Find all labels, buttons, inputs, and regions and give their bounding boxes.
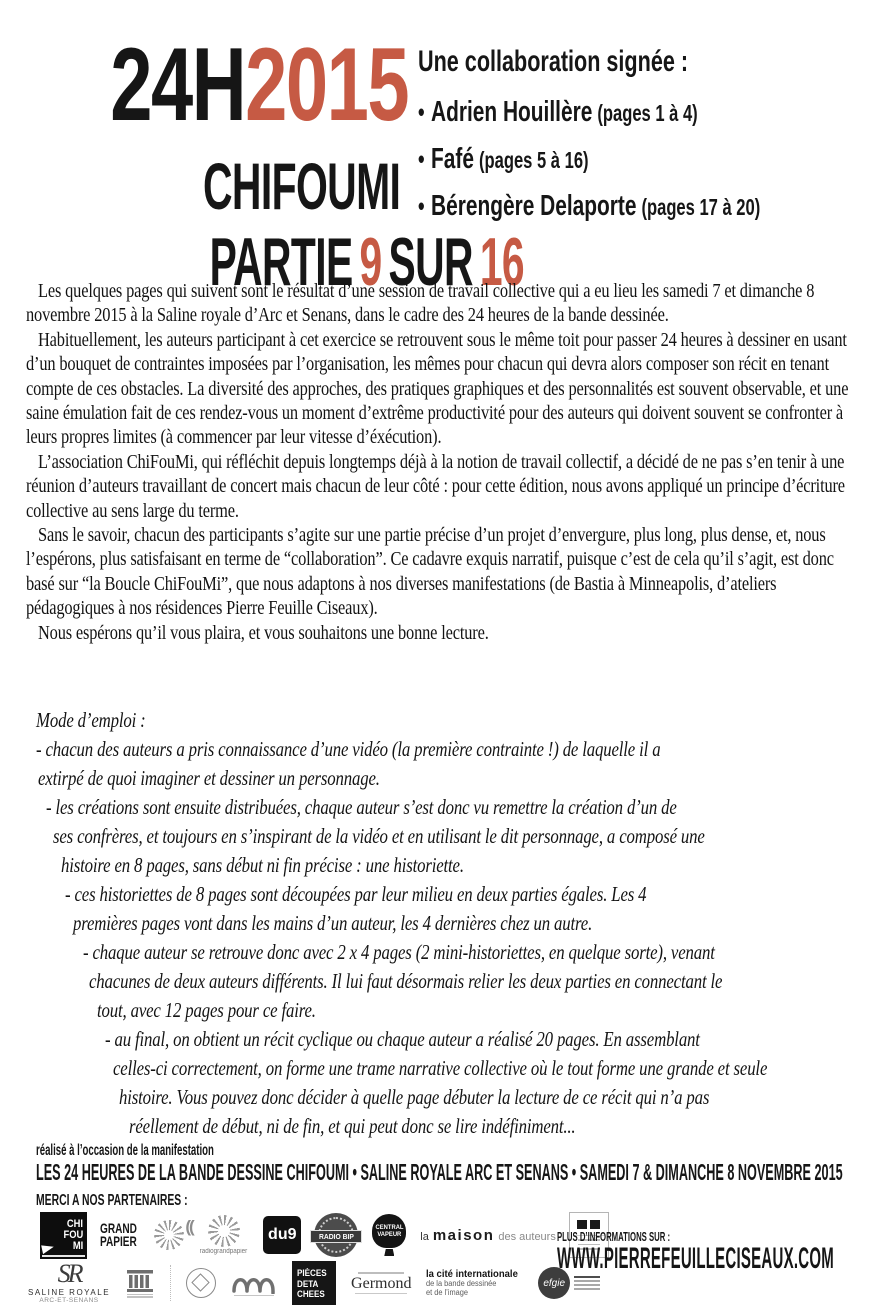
maison-des-auteurs-logo: la maison des auteurs (420, 1226, 556, 1244)
bullet-icon: • (418, 191, 425, 221)
cite-bande-dessinee-logo: la cité internationale de la bande dessinée et de l’image (426, 1268, 519, 1297)
paragraph: Les quelques pages qui suivent sont le résultat d’une session de travail collective qui a eu lieu les samedi 7 et dimanche 8 novembre 2015 à la Saline royale d’Arc et Senans, dans le cadre des 24 heures de la bande dessinée. (26, 280, 815, 327)
pieces-detachees-logo: PIÈCES DETA CHEES (292, 1261, 336, 1305)
author-name: Adrien Houillère (431, 96, 593, 128)
partner-logos-row-2 (28, 1260, 600, 1306)
paper-plane-icon (41, 1242, 55, 1253)
part-number: 9 (359, 224, 382, 300)
part-total: 16 (479, 224, 524, 300)
mode-line: celles-ci correctement, on forme une trame narrative collective où le tout forme une grande et seule (113, 1056, 768, 1080)
unesco-logo (125, 1269, 155, 1298)
collaboration-block (418, 46, 878, 232)
grand-papier-logo: GRAND PAPIER (100, 1220, 184, 1250)
info-block (557, 1230, 878, 1279)
title-24h: 24H (110, 27, 246, 143)
paragraph: Nous espérons qu’il vous plaira, et vous souhaitons une bonne lecture. (38, 621, 489, 644)
author-item (418, 185, 878, 232)
author-pages: (pages 17 à 20) (641, 194, 761, 220)
dark-circle-icon: efgie (538, 1267, 570, 1299)
author-list (418, 91, 878, 232)
mode-line: chacunes de deux auteurs différents. Il lui faut désormais relier les deux parties en connectant le (89, 969, 723, 993)
mode-demploi-block (36, 706, 878, 1141)
mode-demploi-heading: Mode d’emploi : (36, 708, 146, 732)
title-2015: 2015 (245, 27, 409, 143)
event-title-line: LES 24 HEURES DE LA BANDE DESSINE CHIFOUMI • SALINE ROYALE ARC ET SENANS • SAMEDI 7 & DIMANCHE 8 NOVEMBRE 2015 (36, 1159, 843, 1185)
chifoumi-logo: CHI FOU MI (40, 1212, 87, 1259)
author-pages: (pages 1 à 4) (597, 100, 698, 126)
mode-line: histoire en 8 pages, sans début ni fin précise : une historiette. (61, 853, 464, 877)
radio-waves-icon: (( (185, 1217, 193, 1236)
partners-label: MERCI A NOS PARTENAIRES : (36, 1192, 188, 1209)
mode-line: tout, avec 12 pages pour ce faire. (97, 998, 316, 1022)
central-vapeur-logo (371, 1212, 407, 1258)
author-item (418, 91, 878, 138)
sr-monogram-icon: SR (57, 1259, 81, 1288)
monuments-loops-logo (231, 1270, 277, 1297)
saline-royale-logo: SR SALINE ROYALE ARC-ET-SENANS (28, 1259, 111, 1304)
author-item (418, 138, 878, 185)
partner-logos-row-1 (40, 1208, 609, 1262)
mode-line: - ces historiettes de 8 pages sont découpées par leur milieu en deux parties égales. Les 4 (65, 882, 647, 906)
germond-logo: Germond (351, 1272, 411, 1295)
mode-line: - chacun des auteurs a pris connaissance d’une vidéo (la première contrainte !) de laquelle il a (36, 737, 661, 761)
divider (170, 1265, 171, 1301)
mode-line: extirpé de quoi imaginer et dessiner un personnage. (38, 766, 380, 790)
mode-line: réellement de début, ni de fin, et qui peut donc se lire indéfiniment... (129, 1114, 576, 1138)
title-chifoumi: CHIFOUMI (202, 149, 400, 223)
radiograndpapier-logo: (( radiograndpapier (185, 1217, 248, 1255)
info-label: PLUS D’INFORMATIONS SUR : (557, 1230, 671, 1244)
mode-line: - au final, on obtient un récit cyclique ou chaque auteur a réalisé 20 pages. En assemblant (105, 1027, 700, 1051)
temple-columns-icon (125, 1269, 155, 1293)
title-line-2 (0, 149, 400, 230)
world-heritage-emblem-icon (186, 1268, 216, 1298)
pinwheel-flower-icon (154, 1220, 184, 1250)
bullet-icon: • (418, 144, 425, 174)
author-name: Bérengère Delaporte (431, 190, 637, 222)
pinwheel-flower-icon (208, 1215, 240, 1247)
mode-line: ses confrères, et toujours en s’inspirant de la vidéo et en utilisant le dit personnage, a composé une (53, 824, 705, 848)
bullet-icon: • (418, 97, 425, 127)
mode-line: premières pages vont dans les mains d’un auteur, les 4 dernières chez un autre. (73, 911, 593, 935)
part-middle: SUR (388, 224, 473, 300)
hot-air-balloon-icon: CENTRAL VAPEUR (372, 1214, 406, 1248)
mode-line: histoire. Vous pouvez donc décider à quelle page débuter la lecture de ce récit qui n’a pas (119, 1085, 710, 1109)
paragraph: Habituellement, les auteurs participant à cet exercice se retrouvent sous le même toit pour passer 24 heures à dessiner en usant d’un bouquet de contraintes imposées par l’organisation, les mêmes pour chacun qui devra alors composer son récit en tenant compte de ces obstacles. La diversité des approches, des pratiques graphiques et des personnalités est souvent observable, et une saine émulation fait de ces rendez-vous un moment d’extrême productivité pour des auteurs qui doivent souvent se confronter à leurs propres limites (à commencer par leur vitesse d’éxécution). (26, 328, 849, 449)
paragraph: L’association ChiFouMi, qui réfléchit depuis longtemps déjà à la notion de travail collectif, a décidé de ne pas s’en tenir à une réunion d’auteurs travaillant de concert mais chacun de leur côté : pour cette édition, nous avons appliqué un principe d’écriture collective au sens large du terme. (26, 450, 845, 522)
du9-logo: du9 (263, 1216, 301, 1254)
mode-line: - chaque auteur se retrouve donc avec 2 x 4 pages (2 mini-historiettes, en quelque sorte), venant (83, 940, 715, 964)
intro-text (26, 279, 855, 645)
collaboration-heading: Une collaboration signée : (418, 45, 689, 78)
mode-line: - les créations sont ensuite distribuées, chaque auteur s’est donc vu remettre la création d’un de (46, 795, 677, 819)
part-prefix: PARTIE (209, 224, 353, 300)
author-name: Fafé (431, 143, 474, 175)
website-url: WWW.PIERREFEUILLECISEAUX.COM (557, 1242, 834, 1275)
author-pages: (pages 5 à 16) (479, 147, 589, 173)
paragraph: Sans le savoir, chacun des participants s’agite sur une partie précise d’un projet d’envergure, plus long, plus dense, et, nous l’espérons, plus satisfaisant en terme de “collaboration”. Ce cadavre exquis narratif, puisque c’est de cela qu’il s’agit, est donc basé sur “la Boucle ChiFouMi”, que nous adaptons à nos diverses manifestations (de Bastia à Minneapolis, d’ateliers pédagogiques à nos résidences Pierre Feuille Ciseaux). (26, 524, 834, 620)
radio-bip-logo: RADIO BIP (314, 1213, 358, 1257)
title-line-1 (0, 27, 409, 161)
triple-loops-icon (231, 1270, 277, 1294)
event-context-line: réalisé à l’occasion de la manifestation (36, 1142, 214, 1159)
